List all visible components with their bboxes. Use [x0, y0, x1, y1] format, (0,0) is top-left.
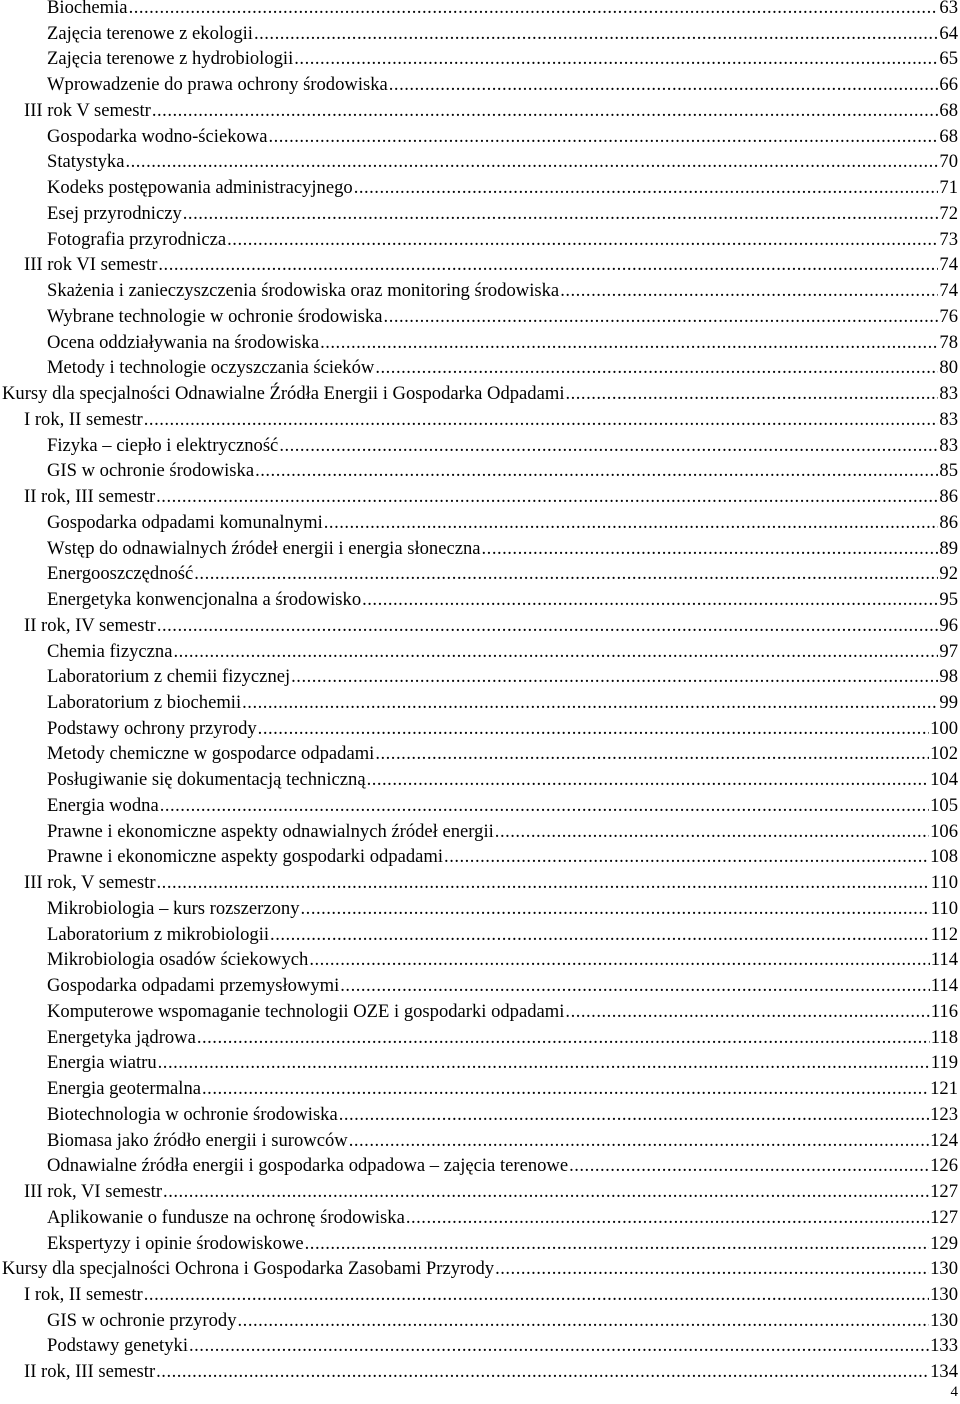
- toc-entry[interactable]: [24, 1181, 958, 1207]
- toc-entry[interactable]: [47, 975, 958, 1001]
- toc-entry-title: Podstawy genetyki: [47, 1335, 188, 1357]
- dot-leader: [309, 949, 929, 971]
- toc-entry[interactable]: [2, 383, 958, 409]
- dot-leader: [202, 1078, 929, 1100]
- toc-entry[interactable]: [47, 460, 958, 486]
- toc-entry-title: Laboratorium z chemii fizycznej: [47, 666, 291, 688]
- toc-entry[interactable]: [47, 1104, 958, 1130]
- toc-entry-page: 105: [930, 794, 958, 816]
- dot-leader: [375, 357, 938, 379]
- dot-leader: [129, 0, 939, 19]
- toc-entry-title: Zajęcia terenowe z ekologii: [47, 22, 253, 44]
- toc-entry-page: 74: [939, 280, 958, 302]
- toc-entry[interactable]: [24, 872, 958, 898]
- dot-leader: [279, 435, 938, 457]
- page-number: 4: [950, 1384, 958, 1400]
- toc-entry-page: 110: [930, 897, 958, 919]
- toc-entry-title: GIS w ochronie przyrody: [47, 1309, 237, 1331]
- toc-entry-page: 97: [939, 640, 958, 662]
- toc-entry-page: 114: [930, 975, 958, 997]
- dot-leader: [152, 100, 939, 122]
- toc-entry[interactable]: [47, 846, 958, 872]
- dot-leader: [495, 1258, 929, 1280]
- toc-entry[interactable]: [47, 1310, 958, 1336]
- dot-leader: [144, 1284, 929, 1306]
- toc-entry[interactable]: [47, 589, 958, 615]
- toc-entry[interactable]: [24, 486, 958, 512]
- toc-entry-title: Gospodarka wodno-ściekowa: [47, 125, 268, 147]
- toc-entry-page: 96: [939, 614, 958, 636]
- toc-entry[interactable]: [47, 924, 958, 950]
- dot-leader: [565, 383, 938, 405]
- toc-entry-page: 74: [939, 254, 958, 276]
- dot-leader: [294, 48, 938, 70]
- dot-leader: [375, 743, 929, 765]
- dot-leader: [189, 1335, 929, 1357]
- dot-leader: [565, 1001, 929, 1023]
- toc-entry[interactable]: [47, 203, 958, 229]
- toc-entry[interactable]: [47, 666, 958, 692]
- toc-entry-title: Energia wiatru: [47, 1052, 157, 1074]
- toc-entry[interactable]: [47, 743, 958, 769]
- toc-entry[interactable]: [47, 898, 958, 924]
- toc-entry[interactable]: [24, 409, 958, 435]
- toc-entry-title: Biotechnologia w ochronie środowiska: [47, 1103, 338, 1125]
- toc-entry-title: Energetyka konwencjonalna a środowisko: [47, 589, 362, 611]
- toc-entry-page: 66: [939, 74, 958, 96]
- dot-leader: [320, 332, 938, 354]
- toc-entry-page: 76: [939, 305, 958, 327]
- toc-entry[interactable]: [47, 435, 958, 461]
- dot-leader: [305, 1233, 929, 1255]
- toc-entry-page: 130: [930, 1284, 958, 1305]
- toc-entry[interactable]: [47, 563, 958, 589]
- dot-leader: [197, 1027, 930, 1049]
- toc-entry-title: III rok, VI semestr: [24, 1181, 163, 1203]
- toc-entry[interactable]: [24, 1361, 958, 1387]
- toc-entry-page: 85: [939, 460, 958, 482]
- toc-entry[interactable]: [47, 48, 958, 74]
- toc-entry-page: 108: [930, 846, 958, 868]
- toc-entry-title: III rok V semestr: [24, 99, 151, 121]
- toc-entry-page: 100: [930, 717, 958, 739]
- toc-entry-title: I rok, II semestr: [24, 1284, 143, 1305]
- toc-entry-page: 104: [930, 769, 958, 791]
- dot-leader: [144, 409, 939, 431]
- toc-entry-title: II rok, IV semestr: [24, 614, 156, 636]
- toc-entry-title: Chemia fizyczna: [47, 640, 173, 662]
- toc-entry-page: 80: [939, 357, 958, 379]
- toc-entry-page: 129: [930, 1232, 958, 1254]
- toc-entry-title: II rok, III semestr: [24, 1361, 156, 1383]
- toc-entry[interactable]: [47, 1078, 958, 1104]
- toc-entry-title: Prawne i ekonomiczne aspekty odnawialnych źródeł energii: [47, 820, 494, 842]
- toc-entry-page: 133: [930, 1335, 958, 1357]
- toc-entry[interactable]: [47, 538, 958, 564]
- toc-entry-page: 64: [939, 22, 958, 44]
- toc-entry-page: 73: [939, 228, 958, 250]
- toc-entry-title: Energetyka jądrowa: [47, 1026, 196, 1048]
- dot-leader: [125, 151, 938, 173]
- toc-entry-page: 70: [939, 151, 958, 173]
- dot-leader: [354, 177, 939, 199]
- toc-entry-title: Energia wodna: [47, 794, 159, 816]
- toc-entry-page: 126: [930, 1155, 958, 1177]
- toc-entry[interactable]: [47, 949, 958, 975]
- dot-leader: [569, 1155, 929, 1177]
- toc-entry[interactable]: [47, 1207, 958, 1233]
- dot-leader: [227, 229, 938, 251]
- toc-entry-title: Mikrobiologia osadów ściekowych: [47, 949, 309, 971]
- toc-entry-page: 68: [939, 125, 958, 147]
- toc-entry-title: Metody chemiczne w gospodarce odpadami: [47, 743, 375, 765]
- toc-entry[interactable]: [47, 1233, 958, 1259]
- toc-entry-title: Kodeks postępowania administracyjnego: [47, 177, 353, 199]
- toc-entry-title: Kursy dla specjalności Odnawialne Źródła Energii i Gospodarka Odpadami: [2, 383, 565, 405]
- toc-entry-page: 106: [930, 820, 958, 842]
- toc-entry-page: 98: [939, 666, 958, 688]
- toc-entry-title: Laboratorium z biochemii: [47, 691, 242, 713]
- dot-leader: [444, 846, 929, 868]
- toc-entry-page: 114: [930, 949, 958, 971]
- toc-entry-title: I rok, II semestr: [24, 408, 143, 430]
- toc-entry-page: 116: [930, 1000, 958, 1022]
- toc-entry[interactable]: [47, 718, 958, 744]
- toc-entry-page: 124: [930, 1129, 958, 1151]
- toc-entry[interactable]: [47, 151, 958, 177]
- toc-entry[interactable]: [47, 512, 958, 538]
- toc-entry-page: 89: [939, 537, 958, 559]
- toc-entry-title: Podstawy ochrony przyrody: [47, 717, 257, 739]
- toc-entry[interactable]: [47, 1155, 958, 1181]
- toc-entry-title: III rok VI semestr: [24, 254, 158, 276]
- toc-entry-title: Ekspertyzy i opinie środowiskowe: [47, 1232, 304, 1254]
- toc-entry-title: GIS w ochronie środowiska: [47, 460, 255, 482]
- toc-entry-title: Ocena oddziaływania na środowiska: [47, 331, 320, 353]
- toc-entry-title: Zajęcia terenowe z hydrobiologii: [47, 48, 294, 70]
- dot-leader: [158, 1052, 930, 1074]
- toc-entry-page: 83: [939, 408, 958, 430]
- toc-entry[interactable]: [47, 126, 958, 152]
- toc-entry-title: III rok, V semestr: [24, 872, 156, 894]
- toc-entry-page: 99: [939, 691, 958, 713]
- dot-leader: [173, 641, 938, 663]
- toc-entry[interactable]: [47, 357, 958, 383]
- dot-leader: [495, 821, 929, 843]
- toc-entry[interactable]: [47, 821, 958, 847]
- dot-leader: [482, 538, 939, 560]
- toc-entry-title: Metody i technologie oczyszczania ścieków: [47, 357, 375, 379]
- toc-entry[interactable]: [47, 306, 958, 332]
- toc-entry-page: 65: [939, 48, 958, 70]
- toc-entry-page: 121: [930, 1078, 958, 1100]
- dot-leader: [349, 1130, 929, 1152]
- toc-entry-title: Gospodarka odpadami komunalnymi: [47, 511, 323, 533]
- toc-entry-title: Biomasa jako źródło energii i surowców: [47, 1129, 348, 1151]
- dot-leader: [340, 975, 930, 997]
- toc-entry-page: 86: [939, 486, 958, 508]
- toc-entry-page: 118: [930, 1026, 958, 1048]
- dot-leader: [270, 924, 930, 946]
- toc-entry-title: Energooszczędność: [47, 563, 194, 585]
- dot-leader: [406, 1207, 929, 1229]
- toc-entry-page: 86: [939, 511, 958, 533]
- dot-leader: [157, 615, 939, 637]
- toc-entry-title: Laboratorium z mikrobiologii: [47, 923, 270, 945]
- toc-entry-title: Energia geotermalna: [47, 1078, 202, 1100]
- dot-leader: [291, 666, 938, 688]
- toc-entry[interactable]: [47, 641, 958, 667]
- toc-entry-title: Fizyka – ciepło i elektryczność: [47, 434, 279, 456]
- toc-entry-title: Biochemia: [47, 0, 128, 18]
- toc-entry-page: 127: [930, 1181, 958, 1203]
- toc-entry[interactable]: [24, 1284, 958, 1310]
- toc-entry[interactable]: [47, 1001, 958, 1027]
- toc-entry-title: Aplikowanie o fundusze na ochronę środowiska: [47, 1206, 405, 1228]
- dot-leader: [157, 872, 930, 894]
- dot-leader: [163, 1181, 929, 1203]
- toc-entry[interactable]: [47, 795, 958, 821]
- toc-entry-page: 83: [939, 434, 958, 456]
- dot-leader: [389, 74, 939, 96]
- dot-leader: [560, 280, 938, 302]
- toc-entry[interactable]: [47, 177, 958, 203]
- toc-entry-title: Skażenia i zanieczyszczenia środowiska oraz monitoring środowiska: [47, 280, 560, 302]
- dot-leader: [268, 126, 938, 148]
- toc-entry-page: 119: [930, 1052, 958, 1074]
- dot-leader: [156, 1361, 929, 1383]
- toc-entry-title: Gospodarka odpadami przemysłowymi: [47, 975, 340, 997]
- dot-leader: [183, 203, 939, 225]
- toc-entry-title: Wstęp do odnawialnych źródeł energii i energia słoneczna: [47, 537, 481, 559]
- toc-entry[interactable]: [24, 254, 958, 280]
- toc-entry-title: Odnawialne źródła energii i gospodarka odpadowa – zajęcia terenowe: [47, 1155, 569, 1177]
- toc-entry-page: 71: [939, 177, 958, 199]
- toc-entry-title: Fotografia przyrodnicza: [47, 228, 227, 250]
- toc-entry-title: II rok, III semestr: [24, 486, 156, 508]
- toc-entry[interactable]: [47, 280, 958, 306]
- toc-entry-page: 95: [939, 589, 958, 611]
- toc-entry-page: 102: [930, 743, 958, 765]
- toc-entry-title: Esej przyrodniczy: [47, 202, 182, 224]
- dot-leader: [158, 254, 938, 276]
- toc-entry[interactable]: [47, 332, 958, 358]
- dot-leader: [258, 718, 929, 740]
- dot-leader: [160, 795, 929, 817]
- toc-entry[interactable]: [47, 1335, 958, 1361]
- toc-entry[interactable]: [47, 74, 958, 100]
- dot-leader: [362, 589, 938, 611]
- toc-entry-page: 134: [930, 1361, 958, 1383]
- toc-entry-page: 63: [939, 0, 958, 18]
- toc-entry[interactable]: [47, 0, 958, 23]
- toc-entry-page: 110: [930, 872, 958, 894]
- toc-entry-page: 130: [930, 1309, 958, 1331]
- toc-entry[interactable]: [47, 692, 958, 718]
- dot-leader: [324, 512, 939, 534]
- toc-entry[interactable]: [47, 23, 958, 49]
- toc-entry[interactable]: [47, 1130, 958, 1156]
- toc-entry[interactable]: [47, 229, 958, 255]
- dot-leader: [238, 1310, 930, 1332]
- dot-leader: [367, 769, 930, 791]
- toc-entry-title: Statystyka: [47, 151, 125, 173]
- toc-entry-page: 72: [939, 202, 958, 224]
- toc-entry-title: Prawne i ekonomiczne aspekty gospodarki odpadami: [47, 846, 444, 868]
- dot-leader: [301, 898, 930, 920]
- dot-leader: [255, 460, 938, 482]
- toc-entry-title: Komputerowe wspomaganie technologii OZE i gospodarki odpadami: [47, 1000, 565, 1022]
- toc-entry-page: 112: [930, 923, 958, 945]
- toc-entry[interactable]: [47, 1027, 958, 1053]
- toc-entry[interactable]: [24, 100, 958, 126]
- dot-leader: [194, 563, 938, 585]
- toc-entry[interactable]: [47, 769, 958, 795]
- toc-entry[interactable]: [24, 615, 958, 641]
- toc-entry-title: Posługiwanie się dokumentacją techniczną: [47, 769, 366, 791]
- dot-leader: [339, 1104, 929, 1126]
- toc-entry-page: 127: [930, 1206, 958, 1228]
- toc-entry-page: 83: [939, 383, 958, 405]
- toc-entry-page: 123: [930, 1103, 958, 1125]
- toc-entry-title: Wybrane technologie w ochronie środowiska: [47, 305, 383, 327]
- toc-entry-title: Kursy dla specjalności Ochrona i Gospodarka Zasobami Przyrody: [2, 1258, 495, 1280]
- dot-leader: [384, 306, 939, 328]
- toc-entry-page: 92: [939, 563, 958, 585]
- toc-entry-page: 78: [939, 331, 958, 353]
- toc-entry-page: 68: [939, 99, 958, 121]
- dot-leader: [156, 486, 938, 508]
- toc-entry-title: Mikrobiologia – kurs rozszerzony: [47, 897, 300, 919]
- dot-leader: [242, 692, 938, 714]
- toc-entry[interactable]: [47, 1052, 958, 1078]
- toc-entry-title: Wprowadzenie do prawa ochrony środowiska: [47, 74, 388, 96]
- toc-entry[interactable]: [2, 1258, 958, 1284]
- dot-leader: [254, 23, 938, 45]
- toc-entry-page: 130: [930, 1258, 958, 1280]
